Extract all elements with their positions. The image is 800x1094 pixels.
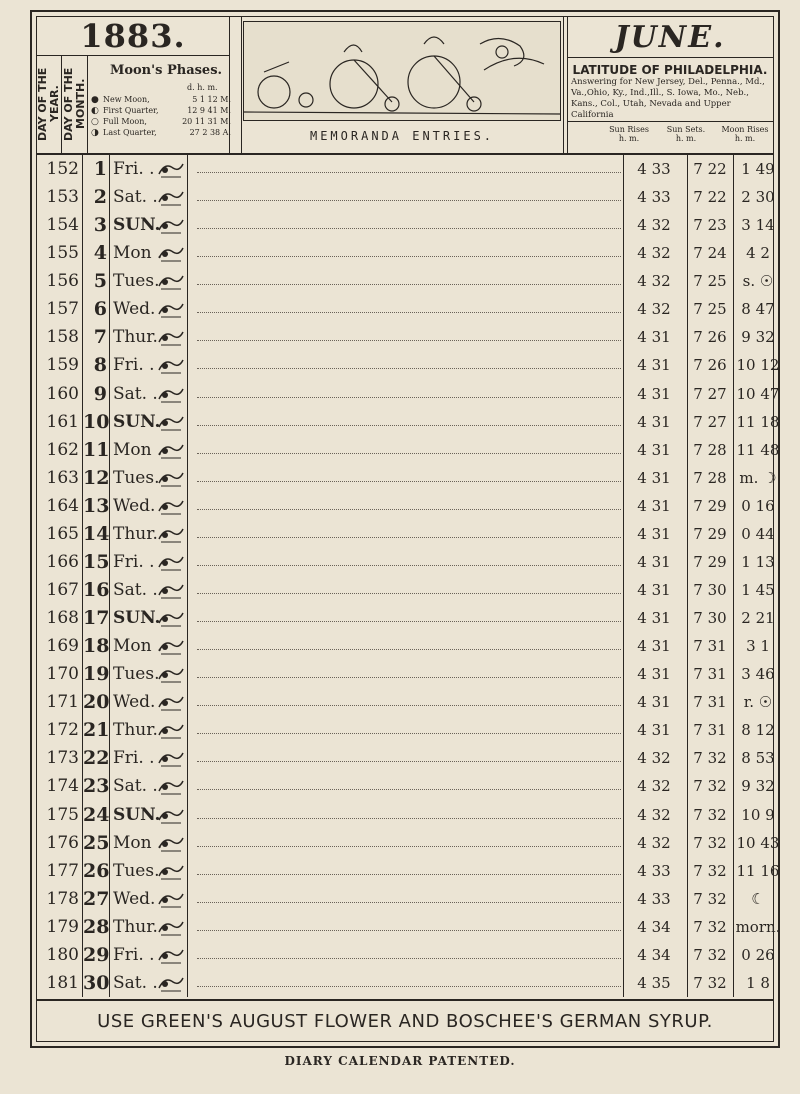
weekday: SUN. xyxy=(113,804,161,825)
day-of-year: 166 xyxy=(46,551,79,572)
sun-rises: 4 31 xyxy=(637,384,671,403)
day-of-month: 27 xyxy=(83,887,110,910)
zodiac-vignette-icon xyxy=(155,383,185,405)
sun-sets: 7 22 xyxy=(693,188,727,207)
sun-sets: 7 32 xyxy=(693,945,727,964)
sun-rises: 4 31 xyxy=(637,693,671,712)
zodiac-vignette-icon xyxy=(155,186,185,208)
day-of-month: 16 xyxy=(83,579,110,601)
calendar-day-row xyxy=(37,351,780,379)
memoranda-entry-line[interactable] xyxy=(197,256,621,257)
memoranda-entry-line[interactable] xyxy=(197,340,621,341)
zodiac-vignette-icon xyxy=(155,298,185,320)
memoranda-entry-line[interactable] xyxy=(197,368,621,369)
moon-rises: morn. xyxy=(735,917,781,936)
sun-sets: 7 29 xyxy=(693,496,727,515)
moon-rises: r. ☉ xyxy=(743,693,773,712)
day-of-month: 21 xyxy=(83,719,110,742)
memoranda-entry-line[interactable] xyxy=(197,649,621,650)
sun-rises: 4 33 xyxy=(637,861,671,880)
weekday: Thur. xyxy=(113,720,158,741)
sun-sets: 7 27 xyxy=(693,384,727,403)
sun-rises: 4 31 xyxy=(637,581,671,599)
day-of-month: 9 xyxy=(93,382,107,405)
zodiac-vignette-icon xyxy=(155,354,185,376)
weekday: Fri. . xyxy=(113,944,155,965)
moon-rises: 11 16 xyxy=(736,861,780,880)
memoranda-entry-line[interactable] xyxy=(197,677,621,678)
sun-sets: 7 32 xyxy=(693,917,727,936)
zodiac-vignette-icon xyxy=(155,719,185,741)
moon-rises-header: Moon Rises h. m. xyxy=(721,125,769,143)
weekday: SUN. xyxy=(113,608,161,629)
calendar-day-row xyxy=(37,295,773,323)
day-of-year: 154 xyxy=(46,215,79,236)
moon-rises: 0 44 xyxy=(741,524,775,543)
memoranda-entry-line[interactable] xyxy=(197,930,621,931)
sun-sets: 7 29 xyxy=(693,524,727,543)
sun-rises: 4 35 xyxy=(637,973,671,992)
day-of-month: 13 xyxy=(83,494,110,517)
day-of-year: 170 xyxy=(46,664,79,685)
memoranda-entry-line[interactable] xyxy=(197,284,621,285)
sun-rises: 4 32 xyxy=(637,244,671,263)
day-of-year: 163 xyxy=(46,467,79,488)
moon-rises: 8 47 xyxy=(741,300,775,319)
moon-rises: 9 32 xyxy=(741,777,775,796)
day-of-month: 20 xyxy=(83,691,110,714)
zodiac-vignette-icon xyxy=(155,607,185,629)
zodiac-vignette-icon xyxy=(155,775,185,797)
memoranda-entry-line[interactable] xyxy=(197,846,621,847)
sun-sets: 7 28 xyxy=(693,468,727,487)
calendar-day-row xyxy=(37,941,773,969)
memoranda-entry-line[interactable] xyxy=(197,874,621,875)
zodiac-vignette-icon xyxy=(155,635,185,657)
moon-rises: 10 47 xyxy=(736,384,780,403)
day-of-year: 177 xyxy=(46,860,79,881)
weekday: Fri. . xyxy=(113,748,155,769)
day-of-year: 167 xyxy=(46,580,79,600)
year-title: 1883. xyxy=(37,17,229,56)
sun-rises: 4 31 xyxy=(637,496,671,515)
day-of-year: 181 xyxy=(46,972,79,993)
memoranda-entry-line[interactable] xyxy=(197,537,621,538)
sun-rises: 4 31 xyxy=(637,440,671,459)
day-of-month: 5 xyxy=(93,270,107,293)
month-title: JUNE. xyxy=(567,17,773,58)
sun-sets: 7 28 xyxy=(693,440,727,459)
calendar-day-row xyxy=(37,688,773,716)
sun-rises: 4 33 xyxy=(637,160,671,178)
memoranda-entry-line[interactable] xyxy=(197,425,621,426)
memoranda-entry-line[interactable] xyxy=(197,509,621,510)
weekday: Thur. xyxy=(113,523,158,544)
weekday: Tues. xyxy=(113,271,160,292)
day-of-month: 19 xyxy=(83,663,110,686)
sun-rises: 4 33 xyxy=(637,889,671,908)
sun-sets: 7 32 xyxy=(693,833,727,852)
sun-sets: 7 32 xyxy=(693,777,727,796)
moon-rises: 2 21 xyxy=(741,609,775,628)
sun-rises: 4 32 xyxy=(637,833,671,852)
calendar-day-row xyxy=(37,969,773,997)
zodiac-vignette-icon xyxy=(155,860,185,882)
moon-rises: 2 30 xyxy=(741,188,775,207)
sun-sets: 7 25 xyxy=(693,272,727,291)
day-of-month: 7 xyxy=(93,326,107,349)
sun-rises: 4 31 xyxy=(637,665,671,684)
weekday: Mon . xyxy=(113,243,163,264)
day-of-month: 23 xyxy=(83,775,110,798)
calendar-day-row xyxy=(37,492,773,520)
moon-phase-row: Full Moon, 20 11 31 M. xyxy=(103,117,231,126)
day-of-year: 156 xyxy=(46,271,79,292)
moon-rises: 10 43 xyxy=(736,833,780,852)
memoranda-entry-line[interactable] xyxy=(197,593,621,594)
weekday: Wed. xyxy=(113,888,156,909)
zodiac-vignette-icon xyxy=(155,326,185,348)
sun-sets: 7 29 xyxy=(693,552,727,571)
weekday: Mon . xyxy=(113,636,163,657)
day-of-year: 178 xyxy=(46,888,79,909)
zodiac-vignette-icon xyxy=(155,411,185,433)
calendar-day-row xyxy=(37,632,773,660)
moon-rises: 11 48 xyxy=(736,440,780,459)
zodiac-vignette-icon xyxy=(155,691,185,713)
day-of-month: 22 xyxy=(83,747,110,770)
calendar-day-row xyxy=(37,913,781,941)
day-of-year-label: DAY OF THE YEAR. xyxy=(36,67,61,141)
day-of-year: 180 xyxy=(46,944,79,965)
day-of-month: 4 xyxy=(93,242,107,265)
zodiac-vignette-icon xyxy=(155,158,185,180)
sun-rises: 4 32 xyxy=(637,300,671,319)
sun-sets: 7 32 xyxy=(693,889,727,908)
memoranda-entry-line[interactable] xyxy=(197,761,621,762)
day-of-year: 158 xyxy=(46,327,79,348)
day-of-year: 171 xyxy=(46,692,79,713)
memoranda-entry-line[interactable] xyxy=(197,818,621,819)
weekday: SUN. xyxy=(113,215,161,236)
memoranda-entry-line[interactable] xyxy=(197,481,621,482)
day-of-month: 2 xyxy=(93,186,107,209)
calendar-day-row xyxy=(37,183,773,211)
weekday: Fri. . xyxy=(113,551,155,572)
day-of-month: 30 xyxy=(83,971,110,994)
day-of-year: 164 xyxy=(46,495,79,516)
zodiac-vignette-icon xyxy=(155,747,185,769)
moon-rises: 1 13 xyxy=(741,552,775,571)
calendar-day-row xyxy=(37,323,773,351)
day-of-month: 26 xyxy=(83,859,110,882)
moon-rises: 9 32 xyxy=(741,328,775,347)
moon-rises: 8 12 xyxy=(741,721,775,740)
sun-rises: 4 32 xyxy=(637,749,671,768)
calendar-day-row xyxy=(37,436,780,464)
weekday: Mon . xyxy=(113,439,163,460)
day-of-year: 152 xyxy=(46,159,79,179)
day-of-month: 24 xyxy=(83,803,110,826)
weekday: Tues. xyxy=(113,467,160,488)
day-rows xyxy=(37,155,781,997)
day-of-month: 6 xyxy=(93,298,107,321)
sun-rises: 4 31 xyxy=(637,552,671,571)
calendar-day-row xyxy=(37,829,780,857)
day-of-month: 18 xyxy=(83,635,110,658)
zodiac-vignette-icon xyxy=(155,804,185,826)
sun-rises: 4 31 xyxy=(637,524,671,543)
calendar-day-row xyxy=(37,744,773,772)
day-of-month: 11 xyxy=(83,438,110,461)
calendar-day-row xyxy=(37,604,773,632)
sun-sets: 7 31 xyxy=(693,665,727,684)
calendar-day-row xyxy=(37,576,773,604)
calendar-day-row xyxy=(37,239,773,267)
day-of-month: 1 xyxy=(93,158,107,180)
latitude-description: Answering for New Jersey, Del., Penna., Md., Va.,Ohio, Ky., Ind.,Ill., S. Iowa, Mo., Neb., Kans., Col., Utah, Nevada and Upper California xyxy=(571,77,765,120)
day-of-month: 12 xyxy=(83,466,110,489)
sun-sets: 7 30 xyxy=(693,609,727,628)
day-of-year: 173 xyxy=(46,748,79,769)
memoranda-entry-line[interactable] xyxy=(197,789,621,790)
sun-rises: 4 31 xyxy=(637,609,671,628)
memoranda-entry-line[interactable] xyxy=(197,621,621,622)
moon-phases-unit: d. h. m. xyxy=(187,83,218,92)
patent-notice: DIARY CALENDAR PATENTED. xyxy=(284,1054,516,1068)
sun-rises: 4 32 xyxy=(637,777,671,796)
moon-rises: 3 14 xyxy=(741,216,775,235)
day-of-month: 15 xyxy=(83,550,110,573)
zodiac-vignette-icon xyxy=(155,832,185,854)
zodiac-vignette-icon xyxy=(155,972,185,994)
calendar-day-row xyxy=(37,267,773,295)
day-of-month: 3 xyxy=(93,214,107,237)
weekday: Thur. xyxy=(113,327,158,348)
memoranda-entry-line[interactable] xyxy=(197,453,621,454)
zodiac-vignette-icon xyxy=(155,242,185,264)
weekday: Mon . xyxy=(113,832,163,853)
memoranda-entry-line[interactable] xyxy=(197,902,621,903)
moon-rises: 11 18 xyxy=(736,412,780,431)
sun-sets: 7 26 xyxy=(693,356,727,375)
weekday: Thur. xyxy=(113,916,158,937)
sun-rises: 4 32 xyxy=(637,805,671,824)
sun-sets: 7 32 xyxy=(693,805,727,824)
calendar-day-row xyxy=(37,548,773,576)
zodiac-vignette-icon xyxy=(155,888,185,910)
sun-rises: 4 31 xyxy=(637,721,671,740)
weekday: Sat. . xyxy=(113,187,158,208)
memoranda-entry-line[interactable] xyxy=(197,312,621,313)
sun-sets: 7 22 xyxy=(693,160,727,178)
memoranda-entry-line[interactable] xyxy=(197,705,621,706)
sun-rises: 4 31 xyxy=(637,468,671,487)
weekday: Sat. . xyxy=(113,580,158,600)
day-of-year: 176 xyxy=(46,832,79,853)
sun-sets: 7 32 xyxy=(693,861,727,880)
day-of-year: 165 xyxy=(46,523,79,544)
moon-rises: 10 12 xyxy=(736,356,780,375)
day-of-year: 175 xyxy=(46,804,79,825)
zodiac-vignette-icon xyxy=(155,579,185,601)
sun-sets: 7 32 xyxy=(693,749,727,768)
weekday: Sat. . xyxy=(113,972,158,993)
sun-sets: 7 31 xyxy=(693,721,727,740)
sun-rises: 4 33 xyxy=(637,188,671,207)
sun-sets: 7 31 xyxy=(693,693,727,712)
sun-sets: 7 25 xyxy=(693,300,727,319)
zodiac-vignette-icon xyxy=(155,523,185,545)
moon-rises: 0 26 xyxy=(741,945,775,964)
moon-rises: 0 16 xyxy=(741,496,775,515)
calendar-day-row xyxy=(37,380,780,408)
day-of-year: 153 xyxy=(46,187,79,208)
sun-sets: 7 27 xyxy=(693,412,727,431)
weekday: Wed. xyxy=(113,299,156,320)
memoranda-entry-line[interactable] xyxy=(197,565,621,566)
calendar-day-row xyxy=(37,801,773,829)
sun-rises: 4 31 xyxy=(637,328,671,347)
sun-sets: 7 26 xyxy=(693,328,727,347)
sun-sets: 7 24 xyxy=(693,244,727,263)
day-of-month: 17 xyxy=(83,607,110,630)
zodiac-vignette-icon xyxy=(155,916,185,938)
moon-rises: 10 9 xyxy=(741,805,775,824)
memoranda-entry-line[interactable] xyxy=(197,958,621,959)
moon-phase-symbols: ● ◐ ○ ◑ xyxy=(91,95,99,138)
weekday: Tues. xyxy=(113,860,160,881)
sun-rises: 4 32 xyxy=(637,216,671,235)
calendar-day-row xyxy=(37,772,773,800)
sun-sets: 7 30 xyxy=(693,581,727,599)
calendar-header xyxy=(37,17,773,155)
sun-sets: 7 31 xyxy=(693,637,727,656)
calendar-day-row xyxy=(37,857,780,885)
moon-phases-title: Moon's Phases. xyxy=(109,63,223,78)
moon-rises: 4 2 xyxy=(746,244,770,263)
calendar-day-row xyxy=(37,885,773,913)
sun-rises-header: Sun Rises h. m. xyxy=(609,125,649,143)
zodiac-vignette-icon xyxy=(155,467,185,489)
moon-phase-row: Last Quarter, 27 2 38 A. xyxy=(103,128,231,137)
day-of-month: 28 xyxy=(83,915,110,938)
sun-rises: 4 31 xyxy=(637,412,671,431)
day-of-year: 174 xyxy=(46,776,79,797)
day-of-year: 169 xyxy=(46,636,79,657)
calendar-day-row xyxy=(37,716,773,744)
sun-sets: 7 23 xyxy=(693,216,727,235)
zodiac-vignette-icon xyxy=(155,663,185,685)
advertisement-footer: USE GREEN'S AUGUST FLOWER AND BOSCHEE'S GERMAN SYRUP. xyxy=(37,999,773,1041)
zodiac-vignette-icon xyxy=(155,439,185,461)
day-of-year: 155 xyxy=(46,243,79,264)
memoranda-entry-line[interactable] xyxy=(197,172,621,173)
moon-rises: m. ☽ xyxy=(739,468,777,487)
calendar-day-row xyxy=(37,408,780,436)
weekday: Tues. xyxy=(113,664,160,685)
calendar-day-row xyxy=(37,464,777,492)
day-of-month: 14 xyxy=(83,522,110,545)
calendar-day-row xyxy=(37,520,773,548)
day-of-year: 159 xyxy=(46,355,79,376)
moon-phase-row: First Quarter, 12 9 41 M. xyxy=(103,106,231,115)
memoranda-entry-line[interactable] xyxy=(197,397,621,398)
weekday: Sat. . xyxy=(113,383,158,404)
day-of-year: 168 xyxy=(46,608,79,629)
memoranda-entry-line[interactable] xyxy=(197,228,621,229)
weekday: Wed. xyxy=(113,495,156,516)
day-of-year: 172 xyxy=(46,720,79,741)
memoranda-entry-line[interactable] xyxy=(197,733,621,734)
weekday: SUN. xyxy=(113,411,161,432)
weekday: Fri. . xyxy=(113,355,155,376)
moon-rises: 3 1 xyxy=(746,637,770,656)
calendar-day-row xyxy=(37,660,773,688)
zodiac-vignette-icon xyxy=(155,270,185,292)
day-of-month: 10 xyxy=(83,410,110,433)
moon-rises: 3 46 xyxy=(741,665,775,684)
sun-moon-column-headers xyxy=(567,121,773,154)
memoranda-title: MEMORANDA ENTRIES. xyxy=(309,129,495,143)
day-of-month: 29 xyxy=(83,943,110,966)
moon-rises: 1 8 xyxy=(746,973,770,992)
sun-rises: 4 31 xyxy=(637,356,671,375)
calendar-day-row xyxy=(37,155,773,183)
memoranda-entry-line[interactable] xyxy=(197,200,621,201)
weekday: Fri. . xyxy=(113,159,155,179)
sun-rises: 4 32 xyxy=(637,272,671,291)
moon-rises: 8 53 xyxy=(741,749,775,768)
moon-rises: ☾ xyxy=(751,889,765,908)
moon-rises: 1 49 xyxy=(741,160,775,178)
moon-phase-row: New Moon, 5 1 12 M. xyxy=(103,95,231,104)
calendar-day-row xyxy=(37,211,773,239)
moon-rises: s. ☉ xyxy=(742,272,774,291)
sun-sets: 7 32 xyxy=(693,973,727,992)
latitude-title: LATITUDE OF PHILADELPHIA. xyxy=(572,63,768,77)
day-of-year: 179 xyxy=(46,916,79,937)
bicycle-illustration xyxy=(243,21,561,121)
calendar-frame xyxy=(36,16,781,1042)
moon-rises: 1 45 xyxy=(741,581,775,599)
zodiac-vignette-icon xyxy=(155,214,185,236)
sun-rises: 4 31 xyxy=(637,637,671,656)
zodiac-vignette-icon xyxy=(155,495,185,517)
sun-rises: 4 34 xyxy=(637,917,671,936)
day-of-month-label: DAY OF THE MONTH. xyxy=(62,67,87,141)
sun-sets-header: Sun Sets. h. m. xyxy=(666,125,706,143)
day-of-month: 8 xyxy=(93,354,107,377)
weekday: Sat. . xyxy=(113,776,158,797)
calendar-page xyxy=(30,10,780,1048)
day-of-year: 162 xyxy=(46,439,79,460)
zodiac-vignette-icon xyxy=(155,551,185,573)
day-of-month: 25 xyxy=(83,831,110,854)
day-of-year: 160 xyxy=(46,383,79,404)
memoranda-entry-line[interactable] xyxy=(197,986,621,987)
day-of-year: 157 xyxy=(46,299,79,320)
sun-rises: 4 34 xyxy=(637,945,671,964)
zodiac-vignette-icon xyxy=(155,944,185,966)
day-of-year: 161 xyxy=(46,411,79,432)
weekday: Wed. xyxy=(113,692,156,713)
